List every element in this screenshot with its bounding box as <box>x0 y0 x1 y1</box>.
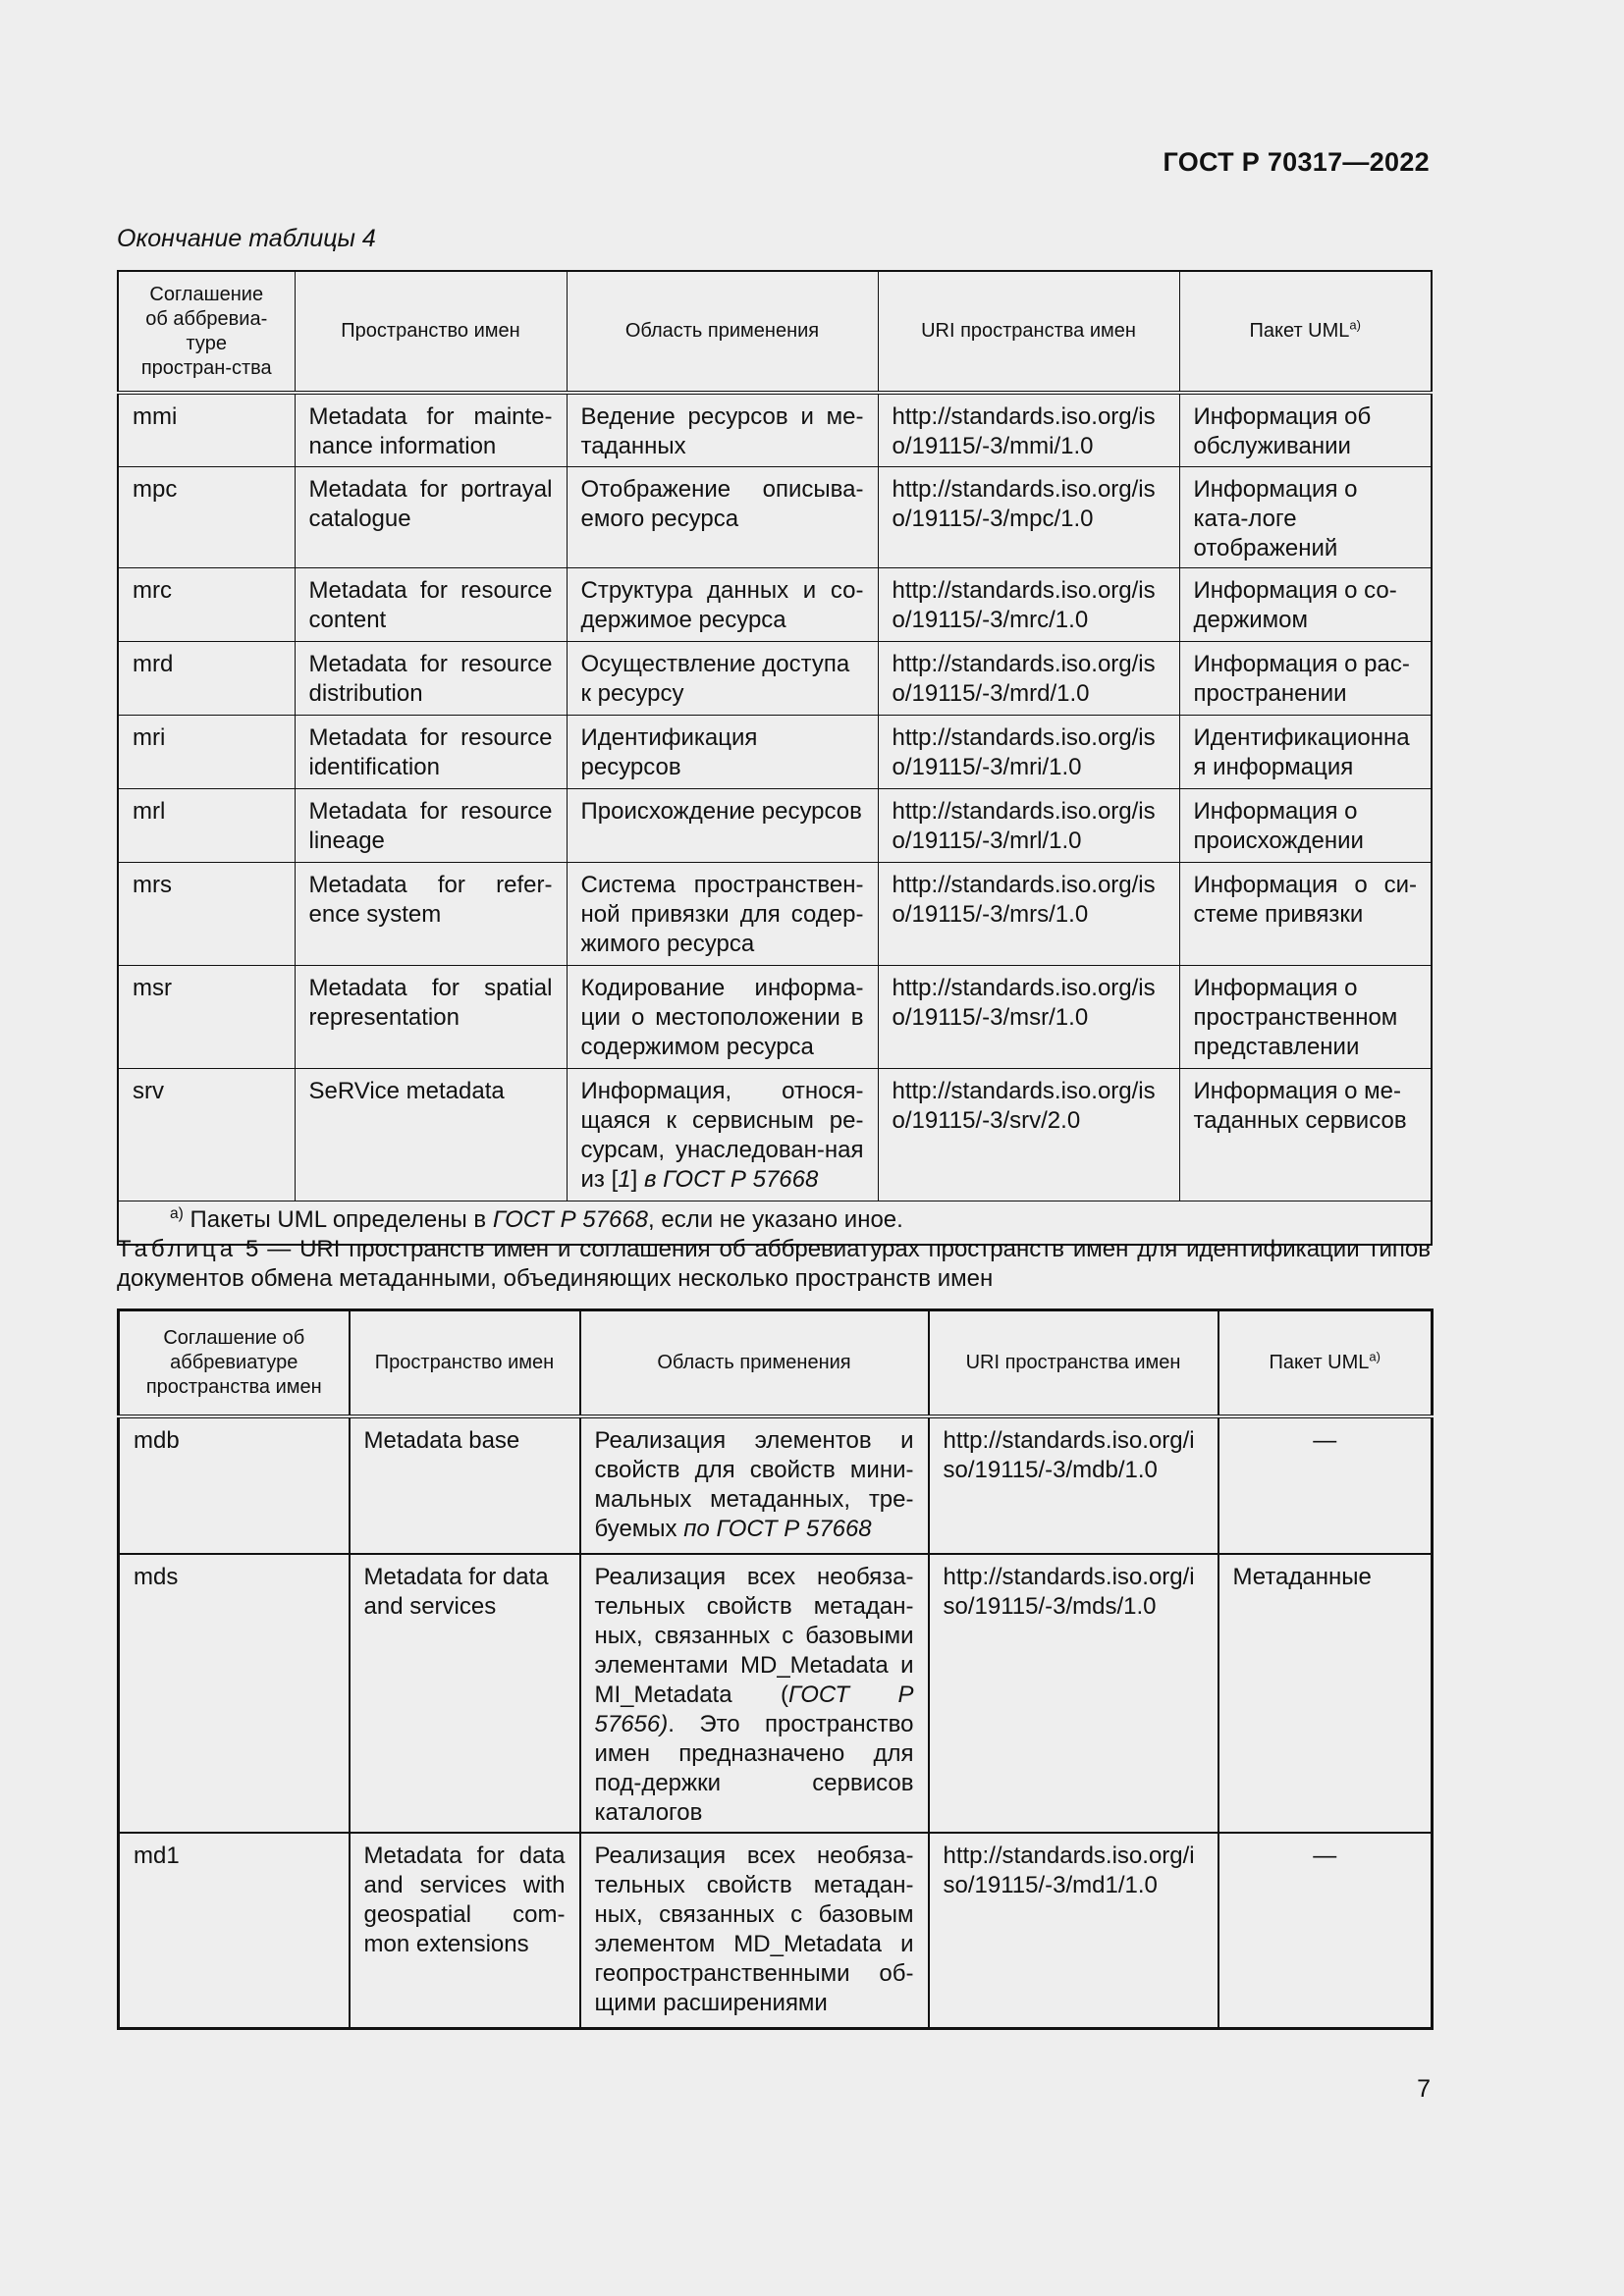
table-4 <box>117 270 1433 1246</box>
cell-abbr: mrc <box>118 567 295 641</box>
table-row <box>118 641 1432 715</box>
cell-abbr: mpc <box>118 466 295 567</box>
cell-namespace: Metadata for resource content <box>295 567 567 641</box>
cell-namespace: Metadata for resource distribution <box>295 641 567 715</box>
cell-package: Информация о происхождении <box>1179 788 1432 862</box>
cell-abbr: mrs <box>118 862 295 965</box>
cell-namespace: Metadata for data and services with geospatial com-mon extensions <box>350 1833 580 2029</box>
cell-package: Метаданные <box>1218 1554 1433 1833</box>
cell-uri: http://standards.iso.org/iso/19115/-3/mrc/1.0 <box>878 567 1179 641</box>
table-row <box>118 965 1432 1068</box>
cell-package: Информация о пространственном представлении <box>1179 965 1432 1068</box>
table5-caption: Таблица 5 — URI пространств имен и соглашения об аббревиатурах пространств имен для идентификации типов документов обмена метаданными, объединяющих несколько пространств имен <box>117 1236 1431 1292</box>
cell-scope: Реализация элементов и свойств для свойств мини-мальных метаданных, тре-буемых по ГОСТ Р 57668 <box>580 1416 929 1554</box>
table-row <box>119 1554 1433 1833</box>
cell-uri: http://standards.iso.org/iso/19115/-3/srv/2.0 <box>878 1068 1179 1201</box>
table-row <box>118 862 1432 965</box>
table-row <box>118 393 1432 466</box>
cell-scope: Реализация всех необяза-тельных свойств метадан-ных, связанных с базовым элементом MD_Metadata и геопространственными об-щими расширениями <box>580 1833 929 2029</box>
cell-abbr: mrl <box>118 788 295 862</box>
cell-package: Информация об обслуживании <box>1179 393 1432 466</box>
table-row <box>118 567 1432 641</box>
cell-uri: http://standards.iso.org/iso/19115/-3/mpc/1.0 <box>878 466 1179 567</box>
table-row <box>118 715 1432 788</box>
cell-abbr: mds <box>119 1554 350 1833</box>
column-header: Пространство имен <box>295 271 567 393</box>
document-code: ГОСТ Р 70317—2022 <box>1163 147 1430 177</box>
cell-scope: Кодирование информа-ции о местоположении в содержимом ресурса <box>567 965 878 1068</box>
cell-uri: http://standards.iso.org/iso/19115/-3/mrs/1.0 <box>878 862 1179 965</box>
table-row <box>118 466 1432 567</box>
footnote-marker: а) <box>170 1204 184 1222</box>
column-header: URI пространства имен <box>878 271 1179 393</box>
cell-uri: http://standards.iso.org/iso/19115/-3/mmi/1.0 <box>878 393 1179 466</box>
cell-abbr: mdb <box>119 1416 350 1554</box>
cell-abbr: mrd <box>118 641 295 715</box>
cell-abbr: srv <box>118 1068 295 1201</box>
column-header: Соглашение об аббревиатуре пространства имен <box>119 1310 350 1416</box>
page-number: 7 <box>1417 2075 1431 2103</box>
cell-scope: Информация, относя-щаяся к сервисным ре-сурсам, унаследован-ная из [1] в ГОСТ Р 57668 <box>567 1068 878 1201</box>
cell-uri: http://standards.iso.org/iso/19115/-3/mdb/1.0 <box>929 1416 1218 1554</box>
cell-scope: Реализация всех необяза-тельных свойств метадан-ных, связанных с базовыми элементами MD_Metadata и MI_Metadata (ГОСТ Р 57656). Это пространство имен предназначено для под-держки сервисов каталогов <box>580 1554 929 1833</box>
table-footnote: $^{а)}$ Пакеты UML определены в ГОСТ Р 57668, если не указано иное. <box>118 1201 1432 1245</box>
cell-abbr: mri <box>118 715 295 788</box>
cell-scope: Ведение ресурсов и ме-таданных <box>567 393 878 466</box>
cell-namespace: Metadata for refer-ence system <box>295 862 567 965</box>
footnote-marker: а) <box>1349 317 1361 333</box>
cell-abbr: md1 <box>119 1833 350 2029</box>
column-header: Пространство имен <box>350 1310 580 1416</box>
cell-package: Информация о рас-пространении <box>1179 641 1432 715</box>
cell-uri: http://standards.iso.org/iso/19115/-3/mrl/1.0 <box>878 788 1179 862</box>
table-5 <box>117 1308 1434 2030</box>
cell-namespace: Metadata for resource identification <box>295 715 567 788</box>
cell-scope: Отображение описыва-емого ресурса <box>567 466 878 567</box>
cell-uri: http://standards.iso.org/iso/19115/-3/mrd/1.0 <box>878 641 1179 715</box>
cell-namespace: Metadata for spatial representation <box>295 965 567 1068</box>
cell-package: Идентификационная информация <box>1179 715 1432 788</box>
cell-scope: Идентификация ресурсов <box>567 715 878 788</box>
cell-package: Информация о ме-таданных сервисов <box>1179 1068 1432 1201</box>
column-header: Пакет $UML^{а)}$ <box>1218 1310 1433 1416</box>
cell-scope: Система пространствен-ной привязки для содер-жимого ресурса <box>567 862 878 965</box>
cell-namespace: Metadata base <box>350 1416 580 1554</box>
cell-uri: http://standards.iso.org/iso/19115/-3/mds/1.0 <box>929 1554 1218 1833</box>
table-row <box>118 1068 1432 1201</box>
footnote-marker: а) <box>1369 1349 1380 1364</box>
cell-abbr: msr <box>118 965 295 1068</box>
cell-scope: Происхождение ресурсов <box>567 788 878 862</box>
cell-namespace: Metadata for portrayal catalogue <box>295 466 567 567</box>
cell-package: Информация о ката-логе отображений <box>1179 466 1432 567</box>
column-header: URI пространства имен <box>929 1310 1218 1416</box>
table-row <box>119 1833 1433 2029</box>
cell-package: Информация о со-держимом <box>1179 567 1432 641</box>
table4-continuation-caption: Окончание таблицы 4 <box>117 225 376 252</box>
column-header: Пакет $UML^{а)}$ <box>1179 271 1432 393</box>
cell-namespace: Metadata for mainte-nance information <box>295 393 567 466</box>
cell-scope: Осуществление доступа к ресурсу <box>567 641 878 715</box>
column-header: Область применения <box>567 271 878 393</box>
cell-uri: http://standards.iso.org/iso/19115/-3/md1/1.0 <box>929 1833 1218 2029</box>
column-header: Соглашение об аббревиа-туре простран-ства <box>118 271 295 393</box>
column-header: Область применения <box>580 1310 929 1416</box>
cell-namespace: SeRVice metadata <box>295 1068 567 1201</box>
cell-package: — <box>1218 1416 1433 1554</box>
cell-uri: http://standards.iso.org/iso/19115/-3/msr/1.0 <box>878 965 1179 1068</box>
table-row <box>118 788 1432 862</box>
cell-uri: http://standards.iso.org/iso/19115/-3/mri/1.0 <box>878 715 1179 788</box>
cell-package: Информация о си-стеме привязки <box>1179 862 1432 965</box>
cell-namespace: Metadata for resource lineage <box>295 788 567 862</box>
cell-namespace: Metadata for data and services <box>350 1554 580 1833</box>
cell-package: — <box>1218 1833 1433 2029</box>
cell-scope: Структура данных и со-держимое ресурса <box>567 567 878 641</box>
table-row <box>119 1416 1433 1554</box>
cell-abbr: mmi <box>118 393 295 466</box>
